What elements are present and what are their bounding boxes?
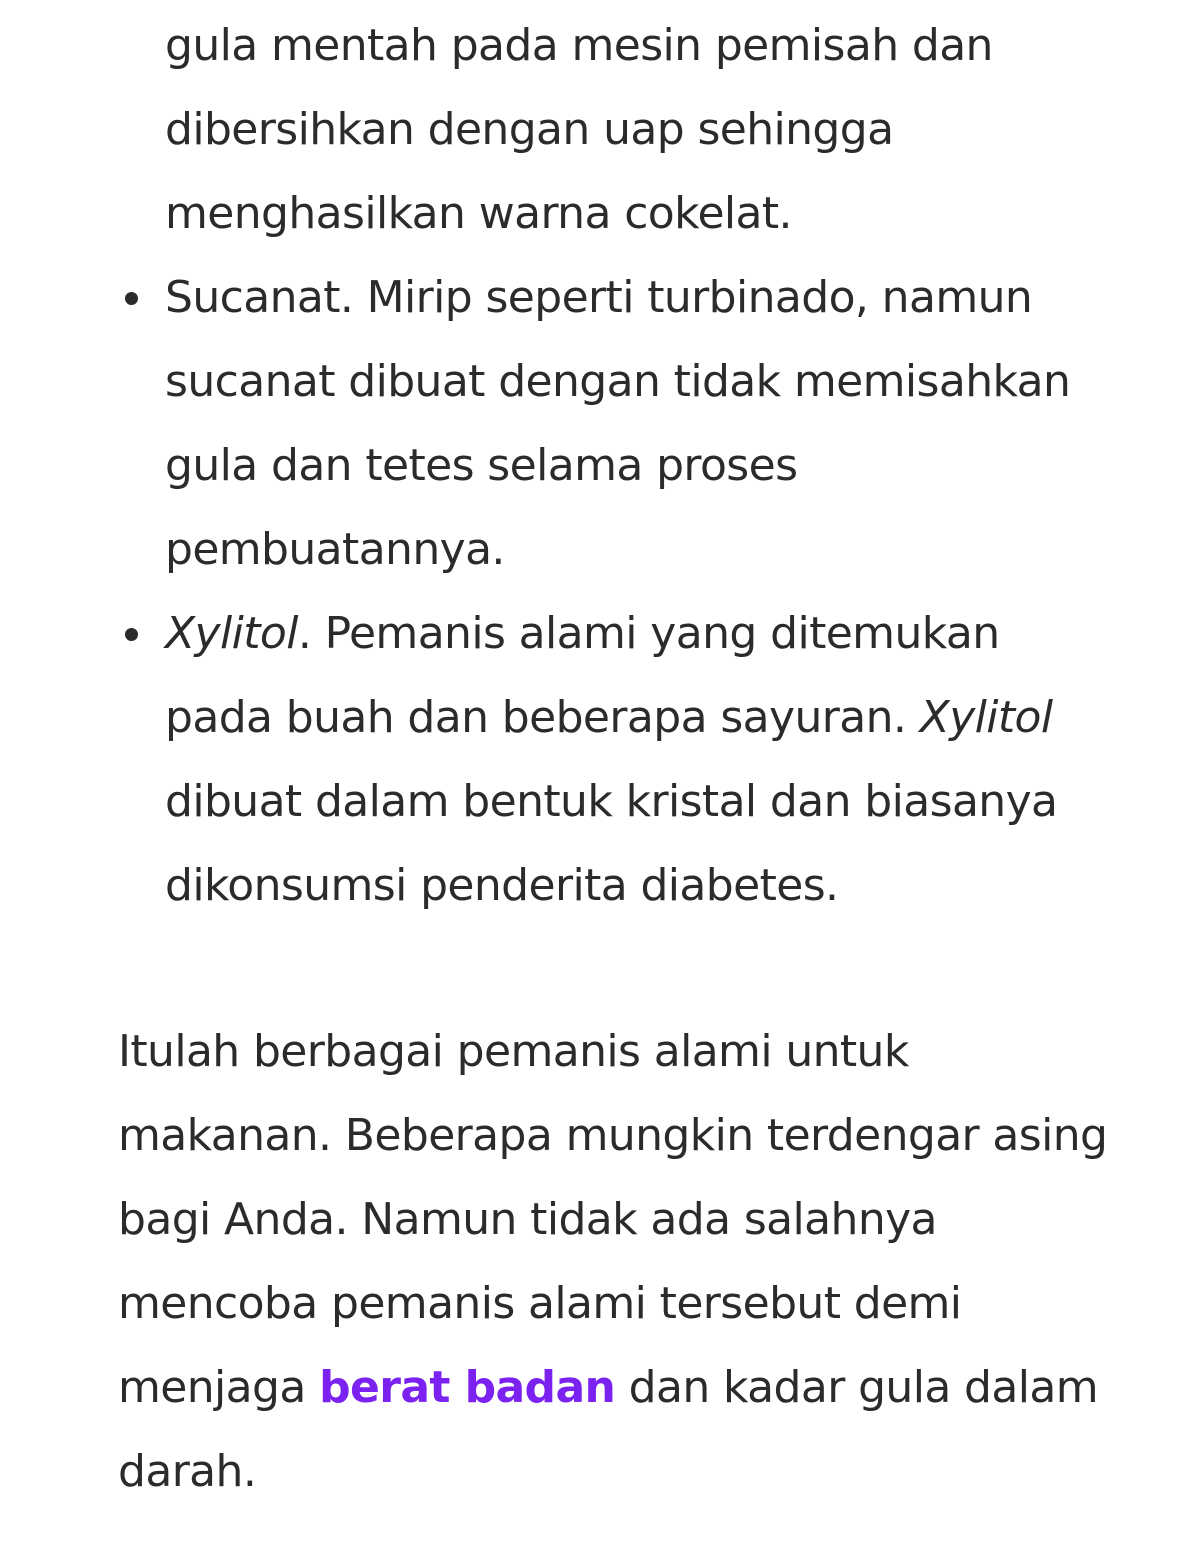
closing-paragraph xyxy=(118,1010,1108,1514)
list-item-text-continued: dibuat dalam bentuk kristal dan biasanya dikonsumsi penderita diabetes. xyxy=(165,776,1058,911)
list-item-text: . Pemanis alami yang ditemukan pada buah dan beberapa sayuran. xyxy=(165,608,1000,743)
paragraph-text: Itulah berbagai pemanis alami untuk makanan. Beberapa mungkin terdengar asing bagi Anda. Namun tidak ada salahnya mencoba pemanis alami tersebut demi menjaga xyxy=(118,1026,1108,1413)
paragraph-text-end: dan kadar gula dalam darah. xyxy=(118,1362,1099,1497)
term-xylitol: Xylitol xyxy=(165,608,298,659)
bullet-icon xyxy=(125,628,138,641)
term-xylitol-second: Xylitol xyxy=(919,692,1053,743)
list-item-sucanat xyxy=(165,256,1108,592)
article-body xyxy=(118,4,1108,1514)
berat-badan-link[interactable]: berat badan xyxy=(319,1362,616,1413)
list-item-text: gula mentah pada mesin pemisah dan dibersihkan dengan uap sehingga menghasilkan warna cokelat. xyxy=(165,20,993,239)
sweetener-list xyxy=(118,4,1108,928)
bullet-icon xyxy=(125,292,138,305)
list-item-xylitol xyxy=(165,592,1108,928)
list-item-text: Sucanat. Mirip seperti turbinado, namun sucanat dibuat dengan tidak memisahkan gula dan tetes selama proses pembuatannya. xyxy=(165,272,1071,575)
list-item-turbinado-continued xyxy=(165,4,1108,256)
